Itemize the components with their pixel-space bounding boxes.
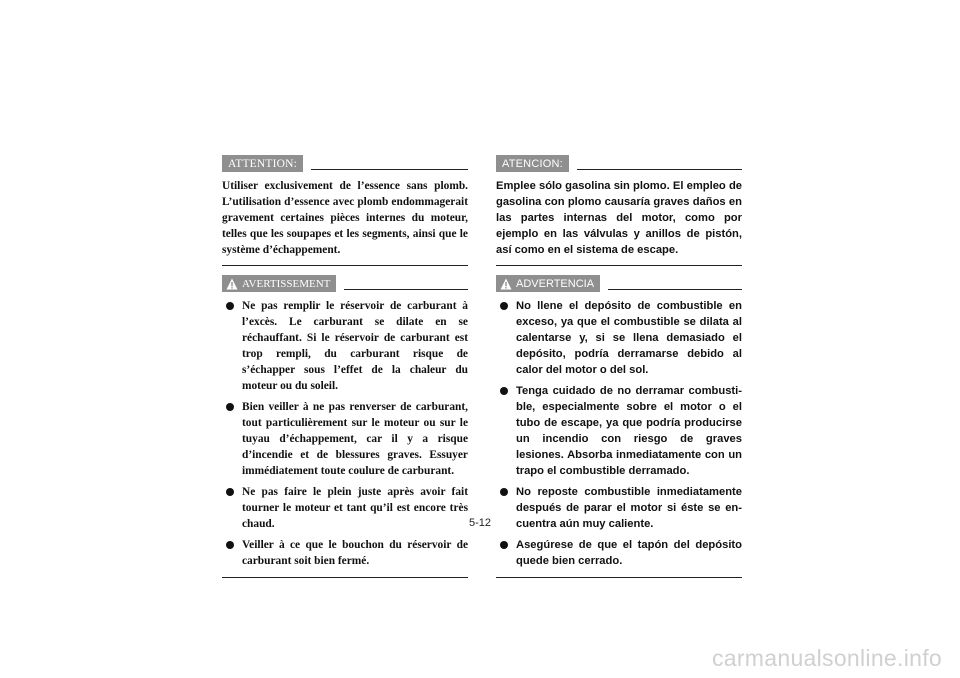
watermark: carmanualsonline.info — [711, 645, 942, 671]
attention-header — [222, 152, 468, 172]
french-column — [222, 152, 468, 578]
bullet-dot-icon — [500, 387, 508, 395]
bullet-dot-icon — [500, 302, 508, 310]
warning-label: AVERTISSEMENT — [242, 278, 331, 290]
header-rule — [344, 289, 468, 290]
section-end-rule — [496, 577, 742, 578]
list-item — [222, 484, 468, 532]
bullet-dot-icon — [500, 541, 508, 549]
bullet-dot-icon — [226, 488, 234, 496]
attention-label: ATTENTION: — [222, 155, 303, 172]
section-divider — [222, 265, 468, 266]
list-item — [496, 484, 742, 532]
page-number: 5-12 — [468, 517, 492, 529]
bullet-dot-icon — [226, 403, 234, 411]
list-item-text: Ne pas remplir le réservoir de carburant à l’excès. Le carburant se dilate en se réchauffant. Si le réservoir de carburant est trop rempli, du carburant risque de s’échapper sous l’effet de la chaleur du moteur ou du soleil. — [242, 300, 468, 392]
list-item — [496, 298, 742, 378]
list-item-text: Asegúrese de que el tapón del depósito quede bien cerrado. — [516, 539, 742, 567]
list-item-text: Veiller à ce que le bouchon du réservoir de carburant soit bien fermé. — [242, 539, 468, 567]
section-divider — [496, 265, 742, 266]
attention-text: Emplee sólo gasolina sin plomo. El empleo de gasolina con plomo causaría graves daños en las partes internas del motor, como por ejemplo en las válvulas y anillos de pistón, así como en el sistema de escape. — [496, 180, 742, 256]
list-item — [222, 537, 468, 569]
attention-text: Utiliser exclusivement de l’essence sans plomb. L’utilisation d’essence avec plomb endommagerait gravement certaines pièces internes du moteur, telles que les soupapes et les segments, ainsi que le système d’échappement. — [222, 180, 468, 256]
warning-list — [222, 298, 468, 569]
header-rule — [577, 169, 742, 170]
header-rule — [608, 289, 742, 290]
warning-triangle-icon — [226, 278, 238, 290]
spanish-column — [496, 152, 742, 578]
section-end-rule — [222, 577, 468, 578]
warning-label: ADVERTENCIA — [516, 278, 595, 290]
warning-triangle-icon — [500, 278, 512, 290]
list-item-text: Bien veiller à ne pas renverser de carburant, tout particulièrement sur le moteur ou sur le tuyau d’échappement, car il y a risque d’incendie et de blessures graves. Essuyer immédiatement toute coulure de carburant. — [242, 401, 468, 477]
list-item-text: No reposte combustible inmediatamente después de parar el motor si éste se encuentra aún muy caliente. — [516, 486, 742, 530]
warning-header — [496, 272, 742, 292]
warning-label-box — [222, 275, 336, 292]
list-item-text: Ne pas faire le plein juste après avoir fait tourner le moteur et tant qu’il est encore très chaud. — [242, 486, 468, 530]
attention-label: ATENCION: — [496, 155, 569, 172]
list-item — [496, 383, 742, 479]
list-item — [222, 399, 468, 479]
warning-list — [496, 298, 742, 569]
bullet-dot-icon — [226, 541, 234, 549]
list-item-text: Tenga cuidado de no derramar combustible, especialmente sobre el motor o el tubo de escape, ya que podría producirse un incendio con riesgo de graves lesiones. Absorba inmediatamente con un trapo el combustible derramado. — [516, 385, 742, 477]
attention-header — [496, 152, 742, 172]
bullet-dot-icon — [500, 488, 508, 496]
list-item — [496, 537, 742, 569]
warning-label-box — [496, 275, 600, 292]
warning-header — [222, 272, 468, 292]
list-item — [222, 298, 468, 394]
header-rule — [311, 169, 468, 170]
bullet-dot-icon — [226, 302, 234, 310]
list-item-text: No llene el depósito de combustible en exceso, ya que el combustible se dilata al calentarse y, si se llena demasiado el depósito, podría derramarse debido al calor del motor o del sol. — [516, 300, 742, 376]
